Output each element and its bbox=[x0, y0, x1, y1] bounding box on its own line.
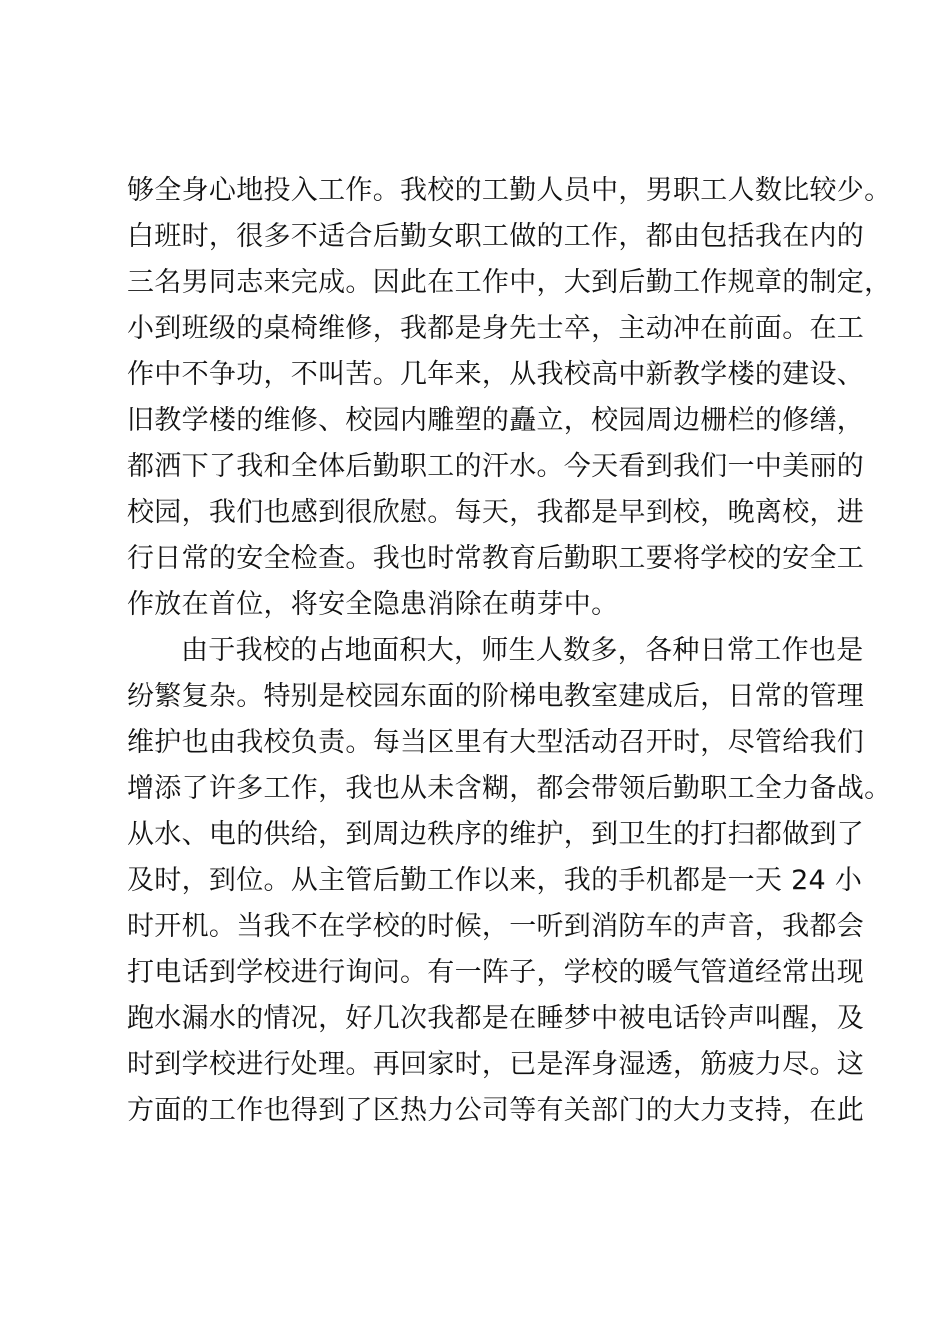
body-text bbox=[127, 168, 892, 1134]
text-line: 三名男同志来完成。因此在工作中，大到后勤工作规章的制定， bbox=[127, 267, 892, 298]
text-line: 旧教学楼的维修、校园内雕塑的矗立，校园周边栅栏的修缮， bbox=[127, 405, 865, 436]
text-line: 够全身心地投入工作。我校的工勤人员中，男职工人数比较少。 bbox=[127, 175, 892, 206]
text-line: 增添了许多工作，我也从未含糊，都会带领后勤职工全力备战。 bbox=[127, 773, 892, 804]
text-line: 维护也由我校负责。每当区里有大型活动召开时，尽管给我们 bbox=[127, 727, 865, 758]
text-line: 作放在首位，将安全隐患消除在萌芽中。 bbox=[127, 589, 619, 620]
paragraph-start-line: 由于我校的占地面积大，师生人数多，各种日常工作也是 bbox=[181, 635, 864, 666]
text-line: 时开机。当我不在学校的时候，一听到消防车的声音，我都会 bbox=[127, 911, 865, 942]
text-line: 方面的工作也得到了区热力公司等有关部门的大力支持，在此 bbox=[127, 1095, 865, 1126]
text-line: 纷繁复杂。特别是校园东面的阶梯电教室建成后，日常的管理 bbox=[127, 681, 865, 712]
text-line: 作中不争功，不叫苦。几年来，从我校高中新教学楼的建设、 bbox=[127, 359, 865, 390]
text-line: 从水、电的供给，到周边秩序的维护，到卫生的打扫都做到了 bbox=[127, 819, 865, 850]
text-line: 白班时，很多不适合后勤女职工做的工作，都由包括我在内的 bbox=[127, 221, 865, 252]
text-line: 时到学校进行处理。再回家时，已是浑身湿透，筋疲力尽。这 bbox=[127, 1049, 865, 1080]
text-line: 打电话到学校进行询问。有一阵子，学校的暖气管道经常出现 bbox=[127, 957, 865, 988]
text-line: 都洒下了我和全体后勤职工的汗水。今天看到我们一中美丽的 bbox=[127, 451, 865, 482]
text-line: 校园，我们也感到很欣慰。每天，我都是早到校，晚离校，进 bbox=[127, 497, 865, 528]
text-line: 跑水漏水的情况，好几次我都是在睡梦中被电话铃声叫醒，及 bbox=[127, 1003, 865, 1034]
text-line: 小到班级的桌椅维修，我都是身先士卒，主动冲在前面。在工 bbox=[127, 313, 865, 344]
text-line: 及时，到位。从主管后勤工作以来，我的手机都是一天 24 小 bbox=[127, 865, 863, 896]
text-line: 行日常的安全检查。我也时常教育后勤职工要将学校的安全工 bbox=[127, 543, 865, 574]
